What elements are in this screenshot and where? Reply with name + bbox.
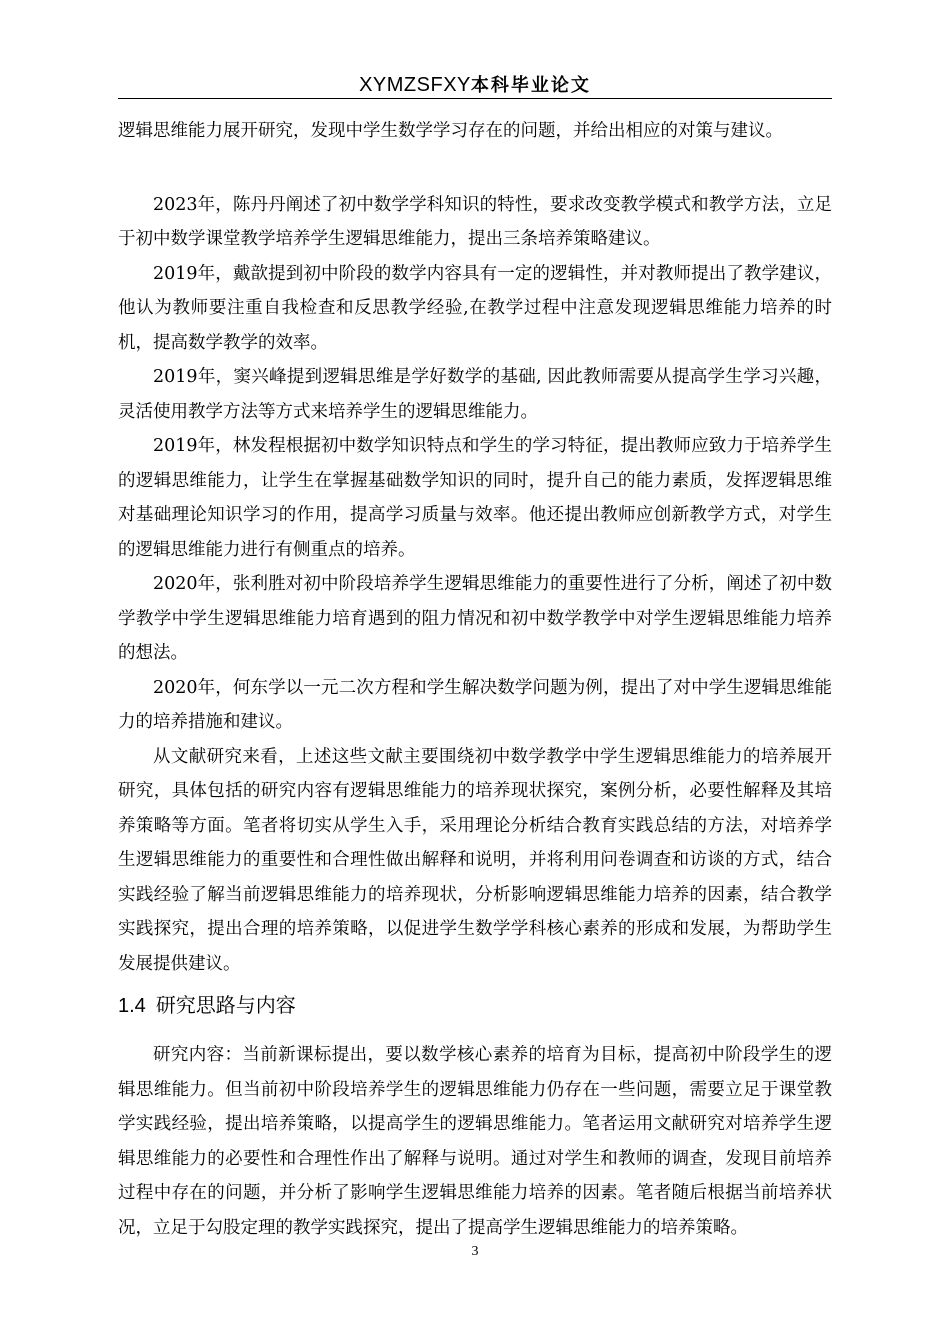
body-paragraph: 2020年，张利胜对初中阶段培养学生逻辑思维能力的重要性进行了分析，阐述了初中数学教学中学生逻辑思维能力培育遇到的阻力情况和初中数学教学中对学生逻辑思维能力培养的想法。: [118, 574, 832, 663]
section-heading: [118, 985, 832, 1026]
page-number: 3: [471, 1244, 479, 1259]
body-paragraph: 2020年，何东学以一元二次方程和学生解决数学问题为例，提出了对中学生逻辑思维能力的培养措施和建议。: [118, 677, 832, 732]
body-paragraph: 从文献研究来看，上述这些文献主要围绕初中数学教学中学生逻辑思维能力的培养展开研究，具体包括的研究内容有逻辑思维能力的培养现状探究，案例分析，必要性解释及其培养策略等方面。笔者将切实从学生入手，采用理论分析结合教育实践总结的方法，对培养学生逻辑思维能力的重要性和合理性做出解释和说明，并将利用问卷调查和访谈的方式，结合实践经验了解当前逻辑思维能力的培养现状，分析影响逻辑思维能力培养的因素，结合教学实践探究，提出合理的培养策略，以促进学生数学学科核心素养的形成和发展，为帮助学生发展提供建议。: [118, 746, 832, 974]
document-body: [118, 114, 832, 1245]
section-number: 1.4: [118, 995, 146, 1017]
header-code: XYMZSFXY: [359, 74, 471, 96]
body-paragraph: 2023年，陈丹丹阐述了初中数学学科知识的特性，要求改变教学模式和教学方法，立足于初中数学课堂教学培养学生逻辑思维能力，提出三条培养策略建议。: [118, 194, 832, 249]
body-paragraph: 2019年，戴歆提到初中阶段的数学内容具有一定的逻辑性，并对教师提出了教学建议，他认为教师要注重自我检查和反思教学经验,在教学过程中注意发现逻辑思维能力培养的时机，提高数学教学的效率。: [118, 263, 832, 353]
body-paragraph: 研究内容：当前新课标提出，要以数学核心素养的培育为目标，提高初中阶段学生的逻辑思维能力。但当前初中阶段培养学生的逻辑思维能力仍存在一些问题，需要立足于课堂教学实践经验，提出培养策略，以提高学生的逻辑思维能力。笔者运用文献研究对培养学生逻辑思维能力的必要性和合理性作出了解释与说明。通过对学生和教师的调查，发现目前培养过程中存在的问题，并分析了影响学生逻辑思维能力培养的因素。笔者随后根据当前培养状况，立足于勾股定理的教学实践探究，提出了提高学生逻辑思维能力的培养策略。: [118, 1045, 832, 1238]
header-rule: [118, 98, 832, 99]
header-title: 本科毕业论文: [470, 75, 591, 96]
body-paragraph: 2019年，窦兴峰提到逻辑思维是学好数学的基础, 因此教师需要从提高学生学习兴趣，灵活使用教学方法等方式来培养学生的逻辑思维能力。: [118, 367, 832, 422]
page-header: [118, 70, 832, 98]
body-paragraph: 2019年，林发程根据初中数学知识特点和学生的学习特征，提出教师应致力于培养学生的逻辑思维能力，让学生在掌握基础数学知识的同时，提升自己的能力素质，发挥逻辑思维对基础理论知识学习的作用，提高学习质量与效率。他还提出教师应创新教学方式，对学生的逻辑思维能力进行有侧重点的培养。: [118, 436, 832, 560]
section-title: 研究思路与内容: [155, 993, 296, 1017]
paragraph-gap: [118, 149, 832, 188]
body-paragraph-continued: 逻辑思维能力展开研究，发现中学生数学学习存在的问题，并给出相应的对策与建议。: [118, 121, 783, 141]
